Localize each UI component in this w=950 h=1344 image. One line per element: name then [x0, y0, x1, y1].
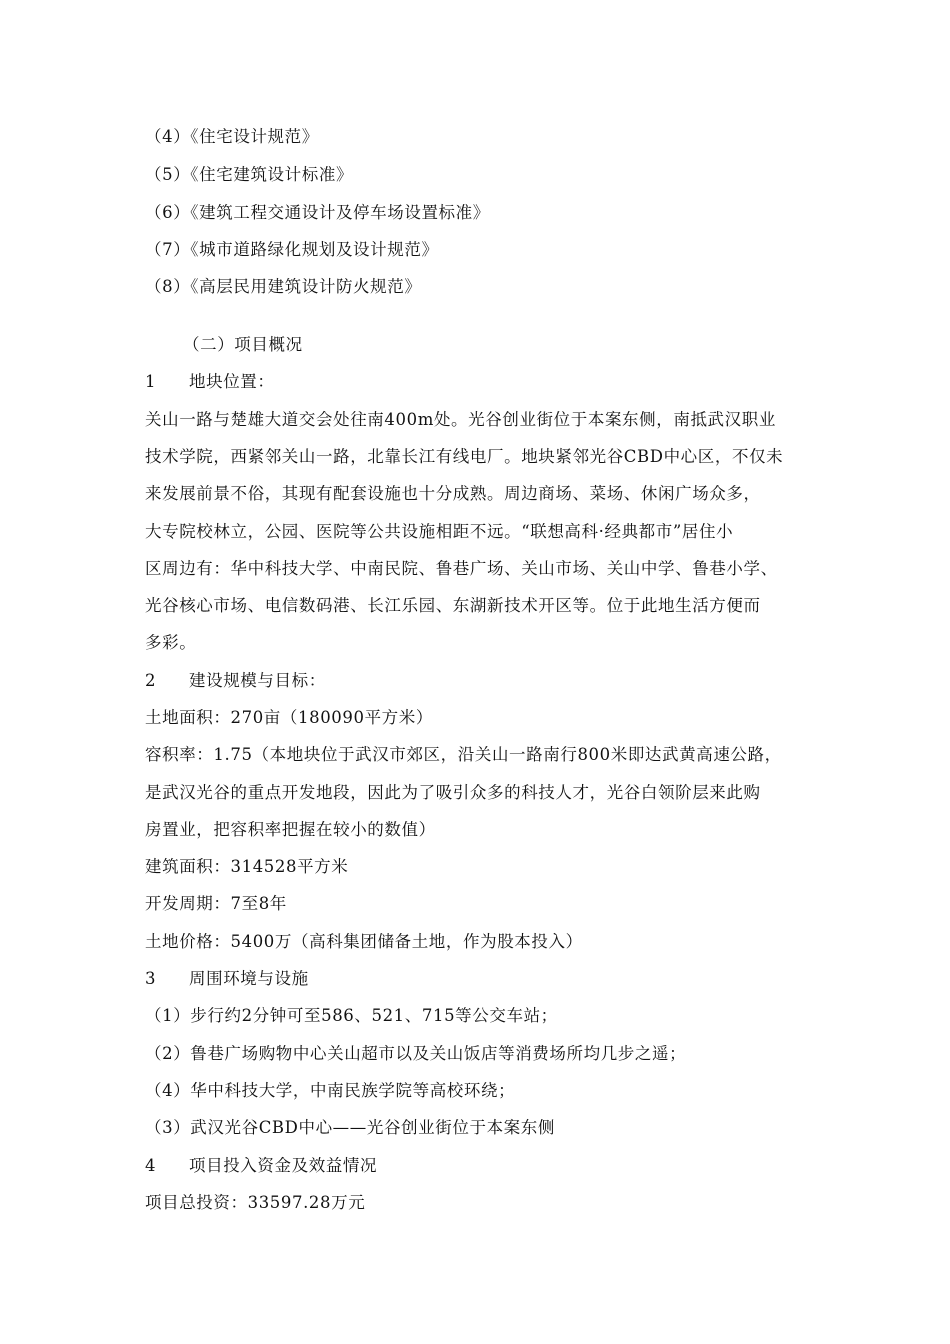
- list-item: （4）华中科技大学，中南民族学院等高校环绕；: [145, 1081, 516, 1100]
- paragraph-line: 光谷核心市场、电信数码港、长江乐园、东湖新技术开区等。位于此地生活方便而: [145, 596, 761, 615]
- paragraph-line: 多彩。: [145, 633, 197, 652]
- paragraph-line: 建筑面积：314528平方米: [145, 857, 349, 876]
- subsection-heading-4: [145, 1156, 377, 1176]
- list-item: （1）步行约2分钟可至586、521、715等公交车站；: [145, 1006, 558, 1025]
- paragraph-line: 项目总投资：33597.28万元: [145, 1193, 366, 1212]
- paragraph-line: 大专院校林立，公园、医院等公共设施相距不远。“联想高科·经典都市”居住小: [145, 522, 734, 541]
- reference-item: （7）《城市道路绿化规划及设计规范》: [145, 240, 439, 259]
- subsection-heading-text: 地块位置：: [189, 372, 275, 391]
- reference-item: （4）《住宅设计规范》: [145, 127, 319, 146]
- subsection-number: 2: [145, 671, 157, 690]
- subsection-number: 3: [145, 969, 157, 988]
- subsection-number: 4: [145, 1156, 157, 1175]
- reference-item: （8）《高层民用建筑设计防火规范》: [145, 277, 422, 296]
- subsection-heading-3: [145, 969, 309, 989]
- paragraph-line: 土地价格：5400万（高科集团储备土地，作为股本投入）: [145, 932, 583, 951]
- reference-item: （6）《建筑工程交通设计及停车场设置标准》: [145, 203, 490, 222]
- paragraph-line: 关山一路与楚雄大道交会处往南400m处。光谷创业街位于本案东侧，南抵武汉职业: [145, 410, 776, 429]
- paragraph-line: 房置业，把容积率把握在较小的数值）: [145, 820, 436, 839]
- paragraph-line: 来发展前景不俗，其现有配套设施也十分成熟。周边商场、菜场、休闲广场众多，: [145, 484, 761, 503]
- subsection-heading-1: [145, 372, 275, 392]
- paragraph-line: 是武汉光谷的重点开发地段，因此为了吸引众多的科技人才，光谷白领阶层来此购: [145, 783, 761, 802]
- section-title: （二）项目概况: [183, 335, 303, 354]
- subsection-heading-text: 建设规模与目标：: [189, 671, 326, 690]
- paragraph-line: 土地面积：270亩（180090平方米）: [145, 708, 433, 727]
- reference-item: （5）《住宅建筑设计标准》: [145, 165, 354, 184]
- paragraph-line: 技术学院，西紧邻关山一路，北靠长江有线电厂。地块紧邻光谷CBD中心区，不仅未: [145, 447, 784, 466]
- paragraph-line: 开发周期：7至8年: [145, 894, 287, 913]
- subsection-heading-text: 项目投入资金及效益情况: [189, 1156, 378, 1175]
- list-item: （2）鲁巷广场购物中心关山超市以及关山饭店等消费场所均几步之遥；: [145, 1044, 687, 1063]
- subsection-heading-text: 周围环境与设施: [189, 969, 309, 988]
- list-item: （3）武汉光谷CBD中心——光谷创业街位于本案东侧: [145, 1118, 555, 1137]
- subsection-number: 1: [145, 372, 157, 391]
- paragraph-line: 区周边有：华中科技大学、中南民院、鲁巷广场、关山市场、关山中学、鲁巷小学、: [145, 559, 778, 578]
- subsection-heading-2: [145, 671, 326, 691]
- paragraph-line: 容积率：1.75（本地块位于武汉市郊区，沿关山一路南行800米即达武黄高速公路，: [145, 745, 782, 764]
